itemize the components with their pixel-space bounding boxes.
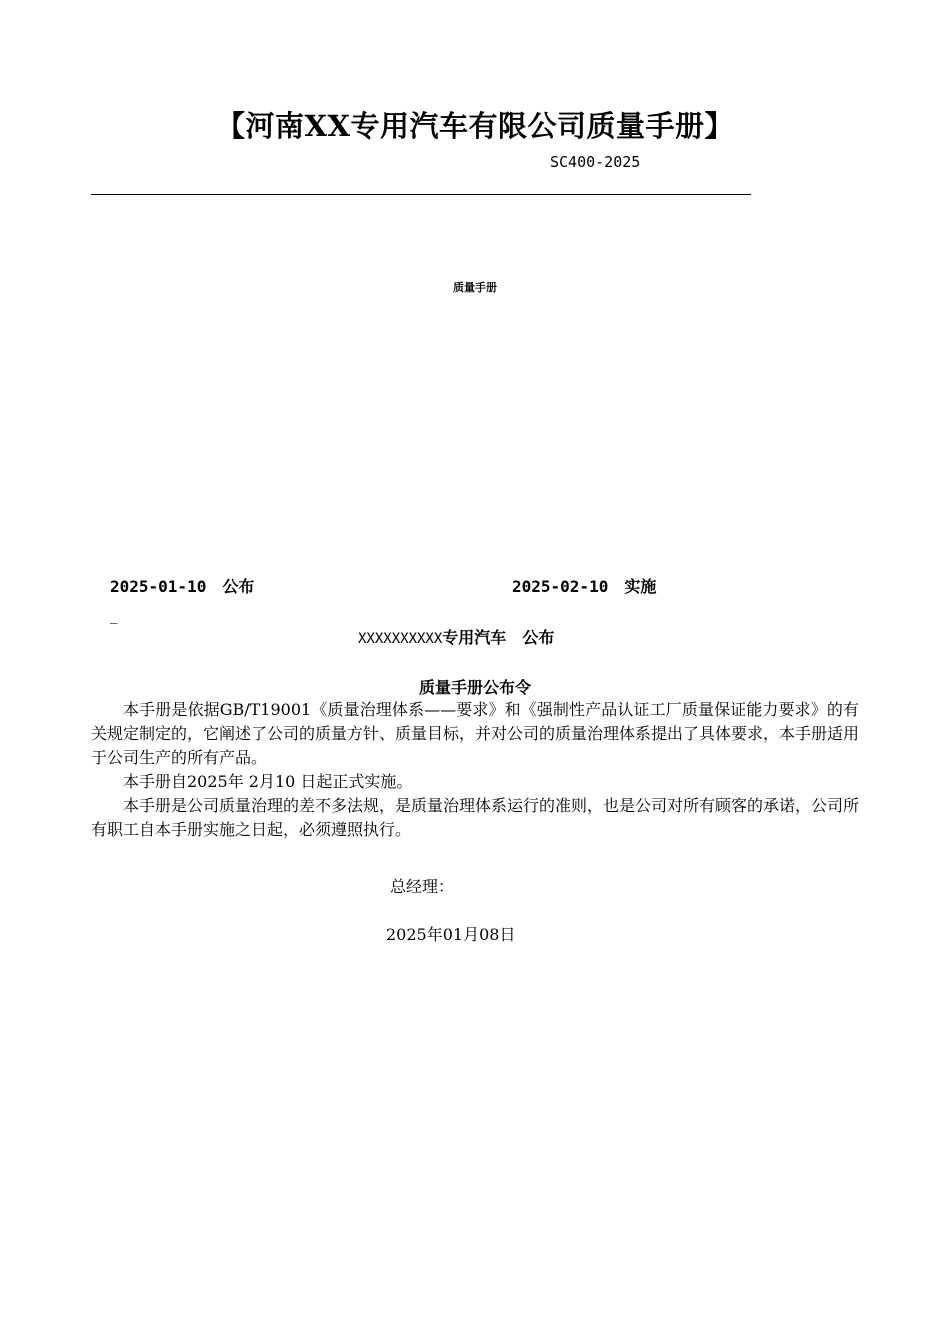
publisher-line: [358, 625, 554, 648]
publish-date: 2025-01-10: [110, 577, 207, 596]
publish-label: 公布: [222, 577, 255, 596]
order-paragraph: 本手册自2025年 2月10 日起正式实施。: [123, 772, 413, 791]
order-title: 质量手册公布令: [418, 678, 531, 697]
document-title: 【河南XX专用汽车有限公司质量手册】: [215, 109, 734, 143]
publish-date-row: [110, 574, 254, 597]
signer-label: 总经理：: [390, 877, 455, 896]
company-name-suffix: 专用汽车: [442, 628, 507, 647]
effective-label: 实施: [624, 577, 657, 596]
header-divider: [91, 194, 751, 195]
publisher-action: 公布: [522, 628, 555, 647]
sign-date: 2025年01月08日: [386, 925, 516, 944]
document-code: SC400-2025: [550, 153, 641, 171]
company-name-masked: XXXXXXXXXX: [358, 631, 443, 647]
order-paragraph: 本手册是公司质量治理的差不多法规，是质量治理体系运行的准则，也是公司对所有顾客的承诺，公司所有职工自本手册实施之日起，必须遵照执行。: [91, 796, 860, 839]
order-paragraph: 本手册是依据GB/T19001《质量治理体系——要求》和《强制性产品认证工厂质量保证能力要求》的有关规定制定的，它阐述了公司的质量方针、质量目标，并对公司的质量治理体系提出了具体要求，本手册适用于公司生产的所有产品。: [91, 700, 860, 767]
dash-mark: _: [110, 606, 118, 624]
order-body: [91, 698, 859, 842]
effective-date: 2025-02-10: [512, 577, 609, 596]
cover-subtitle: 质量手册: [453, 281, 497, 294]
effective-date-row: [512, 574, 656, 597]
